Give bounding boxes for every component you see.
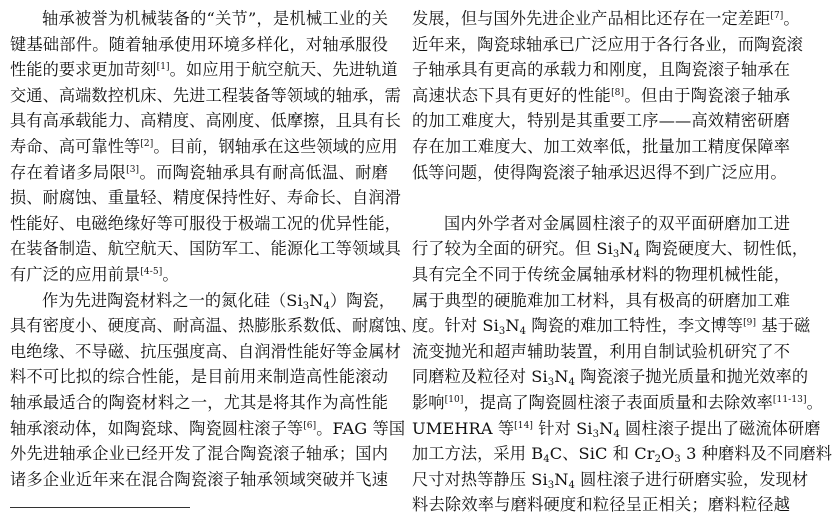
- text-run: O: [661, 444, 675, 464]
- text-run: 。但由于陶瓷滚子轴承: [624, 85, 791, 105]
- text-run: 影响: [412, 392, 445, 412]
- text-run: 尺寸对热等静压 Si: [412, 469, 548, 489]
- subscript: 3: [612, 249, 620, 261]
- text-line: [412, 160, 790, 186]
- citation-ref: [6]: [303, 420, 317, 431]
- text-line: [412, 57, 790, 83]
- subscript: 4: [613, 428, 620, 440]
- text-line: [10, 416, 406, 442]
- text-line: [412, 492, 790, 518]
- left-column: [10, 6, 418, 492]
- text-run: 。: [783, 9, 800, 28]
- subscript: 3: [302, 300, 310, 312]
- text-run: ，提高了陶瓷圆柱滚子表面质量和去除效率: [463, 392, 773, 412]
- subscript: 2: [654, 454, 662, 466]
- text-run: 同磨粒及粒径对 Si: [412, 367, 548, 387]
- text-line: [10, 6, 388, 32]
- text-run: 诸多企业近年来在混合陶瓷滚子轴承领域突破并飞速: [10, 469, 388, 489]
- text-line: [10, 467, 388, 493]
- text-run: 陶瓷滚子抛光质量和抛光效率的: [574, 367, 809, 387]
- text-line: [10, 390, 388, 416]
- text-run: 具有高承载能力、高精度、高刚度、低摩擦，且具有长: [10, 111, 401, 131]
- subscript: 4: [568, 479, 575, 491]
- text-run: 电绝缘、不导磁、抗压强度高、自润滑性能好等金属材: [10, 341, 401, 361]
- text-line: [10, 441, 388, 467]
- text-line: [412, 262, 790, 288]
- text-line: [10, 134, 398, 160]
- text-run: 外先进轴承企业已经开发了混合陶瓷滚子轴承；国内: [10, 444, 388, 464]
- subscript: 3: [547, 377, 555, 389]
- subscript: 3: [674, 454, 681, 466]
- text-run: N: [505, 316, 520, 336]
- text-line: [412, 467, 809, 493]
- text-line: [412, 390, 823, 416]
- text-line: [10, 313, 418, 339]
- citation-ref: [4-5]: [140, 266, 163, 277]
- text-run: 针对 Si: [533, 418, 593, 438]
- text-run: ）陶瓷，: [329, 290, 396, 310]
- text-run: N: [554, 469, 569, 489]
- citation-ref: [1]: [156, 62, 170, 73]
- text-run: 近年来，陶瓷球轴承已广泛应用于各行各业，而陶瓷滚: [412, 34, 803, 54]
- text-run: 陶瓷硬度大、韧性低，: [640, 239, 809, 259]
- text-run: 发展，但与国外先进企业产品相比还存在一定差距: [412, 9, 771, 28]
- citation-ref: [8]: [611, 87, 625, 98]
- text-line: [412, 211, 790, 237]
- text-run: 在装备制造、航空航天、国防军工、能源化工等领域具: [10, 239, 401, 259]
- text-run: 。如应用于航空航天、先进轨道: [169, 60, 398, 80]
- text-line: [412, 32, 803, 58]
- text-line: [10, 57, 398, 83]
- text-line: [10, 160, 388, 186]
- text-run: 交通、高端数控机床、先进工程装备等领域的轴承，需: [10, 85, 401, 105]
- text-run: 轴承滚动体，如陶瓷球、陶瓷圆柱滚子等: [10, 418, 304, 438]
- text-run: 的加工难度大，特别是其重要工序——高效精密研磨: [412, 111, 790, 131]
- subscript: 4: [633, 249, 641, 261]
- text-line: [412, 108, 790, 134]
- text-run: 基于磁: [756, 316, 811, 336]
- citation-ref: [2]: [140, 138, 154, 149]
- text-line: [412, 364, 809, 390]
- text-run: 加工方法，采用 B: [412, 444, 544, 464]
- citation-ref: [10]: [444, 394, 464, 405]
- text-run: 存在加工难度大、加工效率低，批量加工精度保障率: [412, 136, 790, 156]
- text-line: [412, 288, 790, 314]
- text-run: 性能好、电磁绝缘好等可服役于极端工况的优异性能，: [10, 213, 401, 233]
- text-line: [412, 339, 790, 365]
- text-run: N: [309, 290, 324, 310]
- text-line: [412, 83, 790, 109]
- text-run: 。而陶瓷轴承具有耐高低温、耐磨: [139, 162, 389, 182]
- text-line: [412, 416, 821, 442]
- text-run: 性能的要求更加苛刻: [10, 60, 157, 80]
- text-run: 料不可比拟的综合性能，是目前用来制造高性能滚动: [10, 367, 388, 387]
- text-run: 键基础部件。随着轴承使用环境多样化，对轴承服役: [10, 34, 388, 54]
- text-run: 。: [806, 392, 823, 412]
- text-run: C、SiC 和 Cr: [549, 444, 655, 464]
- citation-ref: [14]: [514, 420, 534, 431]
- text-line: [412, 441, 832, 467]
- text-line: [412, 236, 809, 262]
- subscript: 4: [543, 454, 550, 466]
- text-run: 低等问题，使得陶瓷滚子轴承迟迟得不到广泛应用。: [412, 162, 787, 182]
- subscript: 4: [568, 377, 575, 389]
- subscript: 4: [323, 300, 330, 312]
- text-line: [10, 339, 401, 365]
- text-run: 寿命、高可靠性等: [10, 136, 141, 156]
- citation-ref: [9]: [743, 318, 757, 329]
- footnote-rule: [10, 507, 190, 508]
- text-run: 料去除效率与磨料硬度和粒径呈正相关；磨料粒径越: [412, 495, 790, 515]
- text-run: 存在着诸多局限: [10, 162, 127, 182]
- right-column: [412, 6, 832, 518]
- text-run: UMEHRA 等: [412, 418, 515, 438]
- text-run: 圆柱滚子进行研磨实验，发现材: [574, 469, 809, 489]
- text-run: 国内外学者对金属圆柱滚子的双平面研磨加工进: [444, 213, 790, 233]
- text-run: 具有密度小、硬度高、耐高温、热膨胀系数低、耐腐蚀、: [10, 316, 418, 336]
- text-run: 陶瓷的难加工特性，李文博等: [526, 316, 744, 336]
- text-run: 子轴承具有更高的承载力和刚度，且陶瓷滚子轴承在: [412, 60, 790, 80]
- text-run: 。目前，钢轴承在这些领域的应用: [153, 136, 398, 156]
- text-run: N: [554, 367, 569, 387]
- text-line: [412, 6, 800, 32]
- text-run: 圆柱滚子提出了磁流体研磨: [619, 418, 821, 438]
- subscript: 3: [592, 428, 600, 440]
- text-run: 流变抛光和超声辅助装置，利用自制试验机研究了不: [412, 341, 790, 361]
- text-line: [10, 83, 401, 109]
- text-line: [10, 32, 388, 58]
- text-run: 。: [162, 264, 179, 284]
- text-run: 3 种磨料及不同磨料: [680, 444, 832, 464]
- text-run: N: [599, 418, 614, 438]
- text-line: [412, 185, 790, 211]
- text-run: 。FAG 等国: [316, 418, 406, 438]
- text-run: 损、耐腐蚀、重量轻、精度保持性好、寿命长、自润滑: [10, 188, 401, 208]
- text-run: 具有完全不同于传统金属轴承材料的物理机械性能，: [412, 264, 790, 284]
- text-run: 作为先进陶瓷材料之一的氮化硅（Si: [42, 290, 303, 310]
- subscript: 3: [547, 479, 555, 491]
- text-line: [10, 262, 388, 288]
- text-line: [412, 134, 790, 160]
- text-run: 行了较为全面的研究。但 Si: [412, 239, 613, 259]
- text-run: 有广泛的应用前景: [10, 264, 141, 284]
- text-line: [10, 288, 396, 314]
- citation-ref: [11-13]: [772, 394, 807, 405]
- text-line: [10, 364, 388, 390]
- text-line: [10, 185, 401, 211]
- citation-ref: [3]: [126, 164, 140, 175]
- text-run: N: [619, 239, 634, 259]
- subscript: 3: [498, 326, 506, 338]
- text-line: [412, 313, 811, 339]
- text-run: 度。针对 Si: [412, 316, 499, 336]
- subscript: 4: [519, 326, 527, 338]
- text-line: [10, 236, 401, 262]
- text-run: 轴承被誉为机械装备的“关节”，是机械工业的关: [42, 9, 388, 28]
- text-run: 属于典型的硬脆难加工材料，具有极高的研磨加工难: [412, 290, 790, 310]
- text-run: 高速状态下具有更好的性能: [412, 85, 612, 105]
- text-run: 轴承最适合的陶瓷材料之一，尤其是将其作为高性能: [10, 392, 388, 412]
- citation-ref: [7]: [770, 11, 784, 21]
- text-line: [10, 108, 401, 134]
- text-line: [10, 211, 401, 237]
